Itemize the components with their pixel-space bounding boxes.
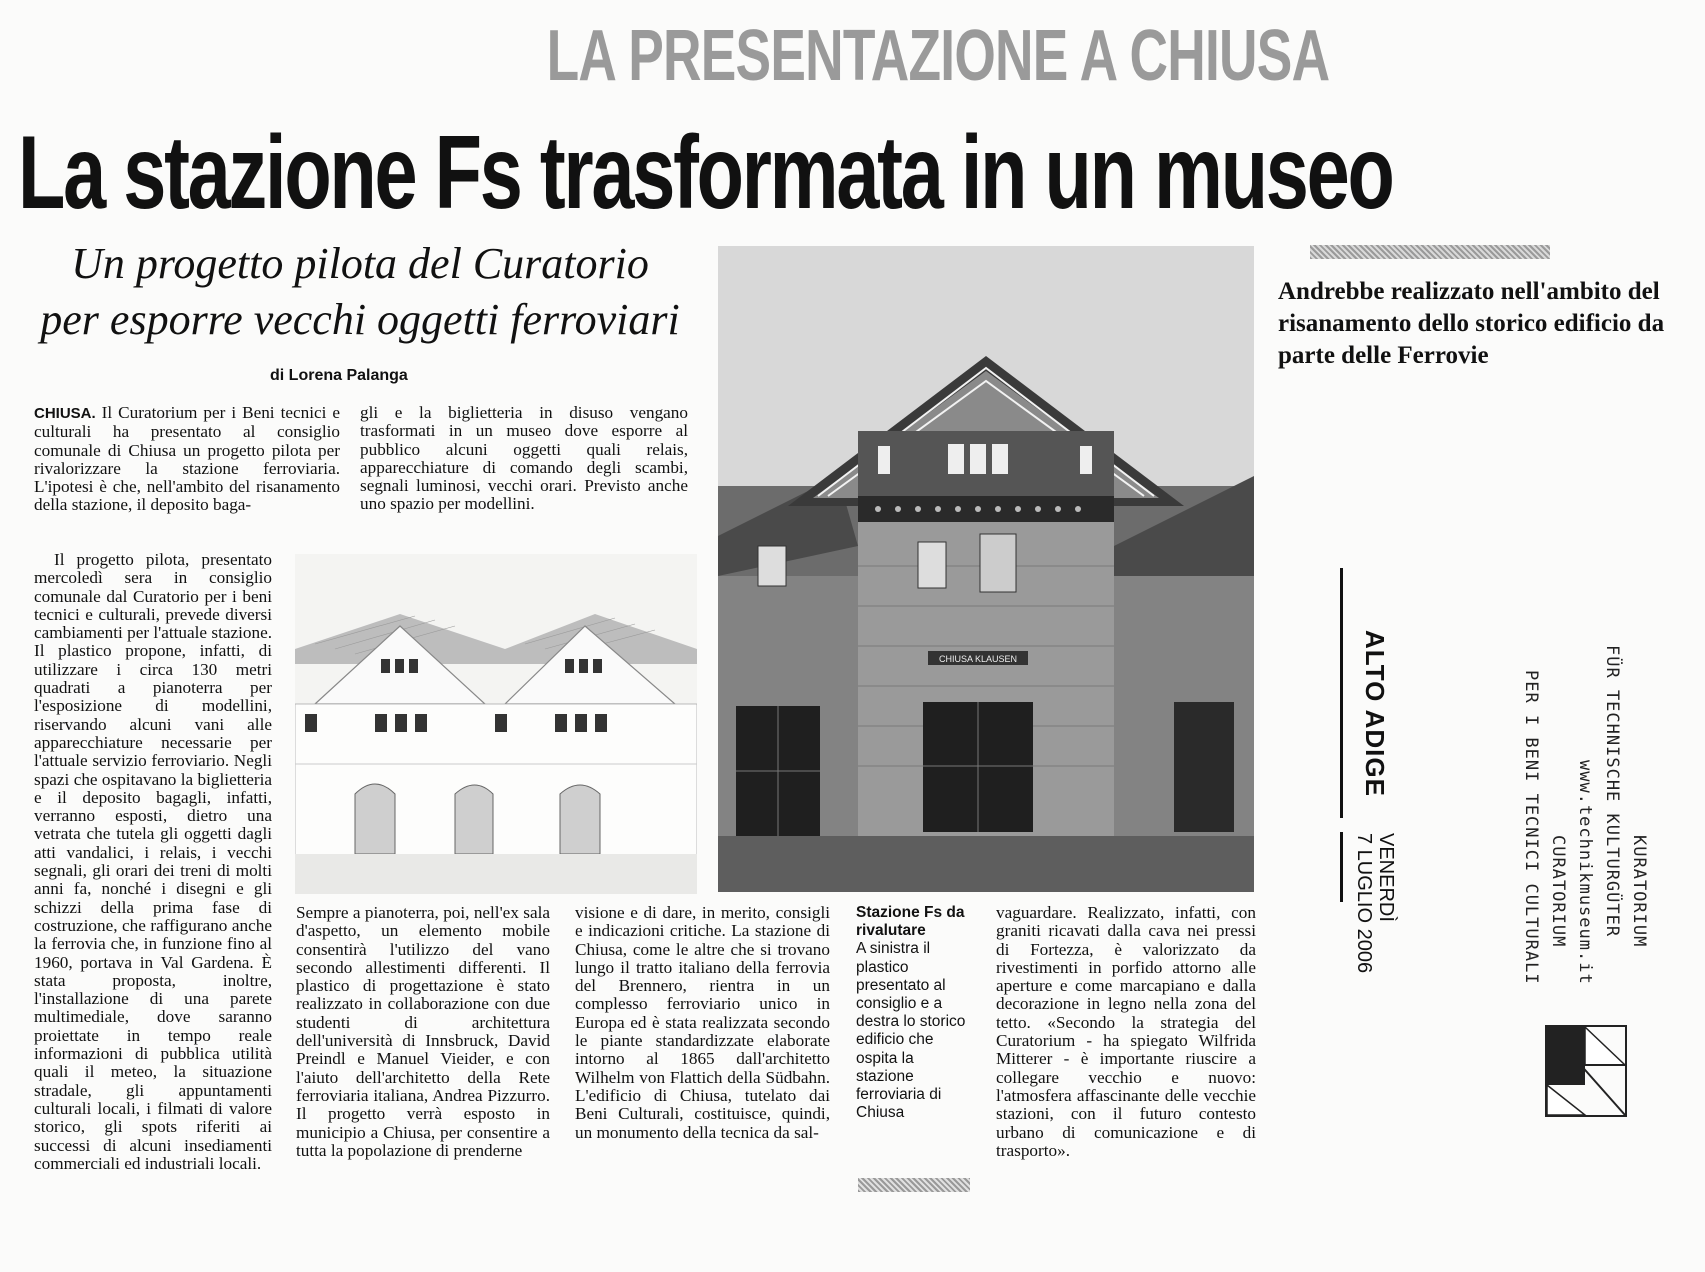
stamp-line-2: FÜR TECHNISCHE KULTURGÜTER — [1602, 645, 1622, 938]
article-column-3: visione e di dare, in merito, consigli e indicazioni critiche. La stazione di Chiusa, come le altre che si trovano lungo il tratto italiano della ferrovia del Brennero, rientra in un complesso ferroviario unico in Europa ed è stata realizzata secondo le piante standardizzate elaborate intorno al 1865 dall'architetto Wilhelm von Flattich della Südbahn. L'edificio di Chiusa, tutelato dai Beni Culturali, costituisce, quindi, un monumento della tecnica da sal- — [575, 904, 830, 1142]
model-photo — [295, 554, 697, 894]
date-weekday: VENERDÌ — [1375, 833, 1397, 922]
date-day: 7 LUGLIO 2006 — [1353, 833, 1375, 974]
subhead — [10, 236, 710, 348]
lede-text-1: Il Curatorium per i Beni tecnici e culturali ha presentato al consiglio comunale di Chiusa un progetto pilota per rivalorizzare la stazione ferroviaria. L'ipotesi è che, nell'ambito del risanamento della stazione, il deposito baga- — [34, 404, 340, 515]
deck: Andrebbe realizzato nell'ambito del risanamento dello storico edificio da parte delle Ferrovie — [1278, 278, 1665, 369]
deck-rule — [1310, 245, 1550, 259]
photo-caption — [856, 904, 968, 1122]
caption-body: A sinistra il plastico presentato al consiglio e a destra lo storico edificio che ospita la stazione ferroviaria di Chiusa — [856, 940, 966, 1122]
station-photo — [718, 246, 1254, 892]
caption-rule — [858, 1178, 970, 1192]
subhead-line-2: per esporre vecchi oggetti ferroviari — [40, 295, 680, 344]
curatorium-logo — [1545, 1025, 1627, 1117]
article-column-5: vaguardare. Realizzato, infatti, con graniti ricavati dalla cava nei pressi di Fortezza, è valorizzato da rivestimenti in porfido attorno alle aperture e come marcapiano e dalla decorazione in legno nella zona del tetto. «Secondo la strategia del Curatorium - ha spiegato Wilfrida Mitterer - è importante riuscire a collegare vecchio e nuovo: l'atmosfera affascinante delle vecchie stazioni, con il futuro contesto urbano di comunicazione e di trasporto». — [996, 904, 1256, 1160]
model-drawing — [295, 554, 697, 894]
caption-title: Stazione Fs da rivalutare — [856, 904, 965, 940]
stamp-line-3: www.technikmuseum.it — [1575, 760, 1595, 985]
publication-date — [1353, 833, 1397, 973]
byline: di Lorena Palanga — [270, 367, 408, 384]
stamp-line-4: CURATORIUM — [1548, 835, 1568, 948]
publication-rule-bottom — [1340, 832, 1343, 902]
station-sign: CHIUSA KLAUSEN — [938, 654, 1018, 664]
lede-column-2: gli e la biglietteria in disuso vengano trasformati in un museo dove esporre al pubblico alcuni oggetti quali relais, apparecchiature di comando degli scambi, segnali luminosi, vecchi orari. Previsto anche uno spazio per modellini. — [360, 404, 688, 514]
publication-rule-top — [1340, 568, 1343, 818]
publication-name: ALTO ADIGE — [1360, 630, 1390, 797]
stamp-line-5: PER I BENI TECNICI CULTURALI — [1521, 670, 1541, 985]
subhead-line-1: Un progetto pilota del Curatorio — [71, 239, 649, 288]
kicker: LA PRESENTAZIONE A CHIUSA — [546, 16, 1330, 96]
curatorium-logo-mark — [1545, 1025, 1627, 1117]
dateline-city: CHIUSA. — [34, 405, 96, 422]
stamp-line-1: KURATORIUM — [1629, 835, 1649, 948]
lede-column-1 — [34, 404, 340, 515]
article-column-1: Il progetto pilota, presentato mercoledì sera in consiglio comunale dal Curatorio per i beni tecnici e culturali, prevede diversi cambiamenti per l'attuale stazione. Il plastico propone, infatti, di utilizzare i circa 130 metri quadrati a pianoterra per l'esposizione di modellini, riservando alcuni vani alle apparecchiature necessarie per l'attuale servizio ferroviario. Negli spazi che ospitavano la biglietteria e il deposito bagagli, infatti, verranno esposti, dietro una vetrata che tutela gli oggetti dagli atti vandalici, i relais, i vecchi segnali, gli orari dei treni di molti anni fa, nonché i disegni e gli schizzi della prima fase di costruzione, che raffigurano anche la ferrovia che, in funzione fino al 1960, portava in Val Gardena. È stata proposta, inoltre, l'installazione di una parete multimediale, dove saranno proiettate in tempo reale informazioni di pubblica utilità quali il meteo, la situazione stradale, gli appuntamenti culturali locali, i filmati di valore storico, gli spots riferiti ai successi di alcuni insediamenti commerciali ed industriali locali. — [34, 551, 272, 1173]
article-column-2: Sempre a pianoterra, poi, nell'ex sala d'aspetto, un elemento mobile consentirà l'utilizzo del vano secondo allestimenti differenti. Il plastico di progettazione è stato realizzato in collaborazione con due studenti di architettura dell'università di Innsbruck, David Preindl e Manuel Vieider, e con l'aiuto dell'architetto della Rete ferroviaria italiana, Andrea Pizzurro. Il progetto verrà esposto in municipio a Chiusa, per consentire a tutta la popolazione di prenderne — [296, 904, 550, 1160]
headline: La stazione Fs trasformata in un museo — [18, 115, 1393, 231]
station-building-drawing — [718, 246, 1254, 892]
